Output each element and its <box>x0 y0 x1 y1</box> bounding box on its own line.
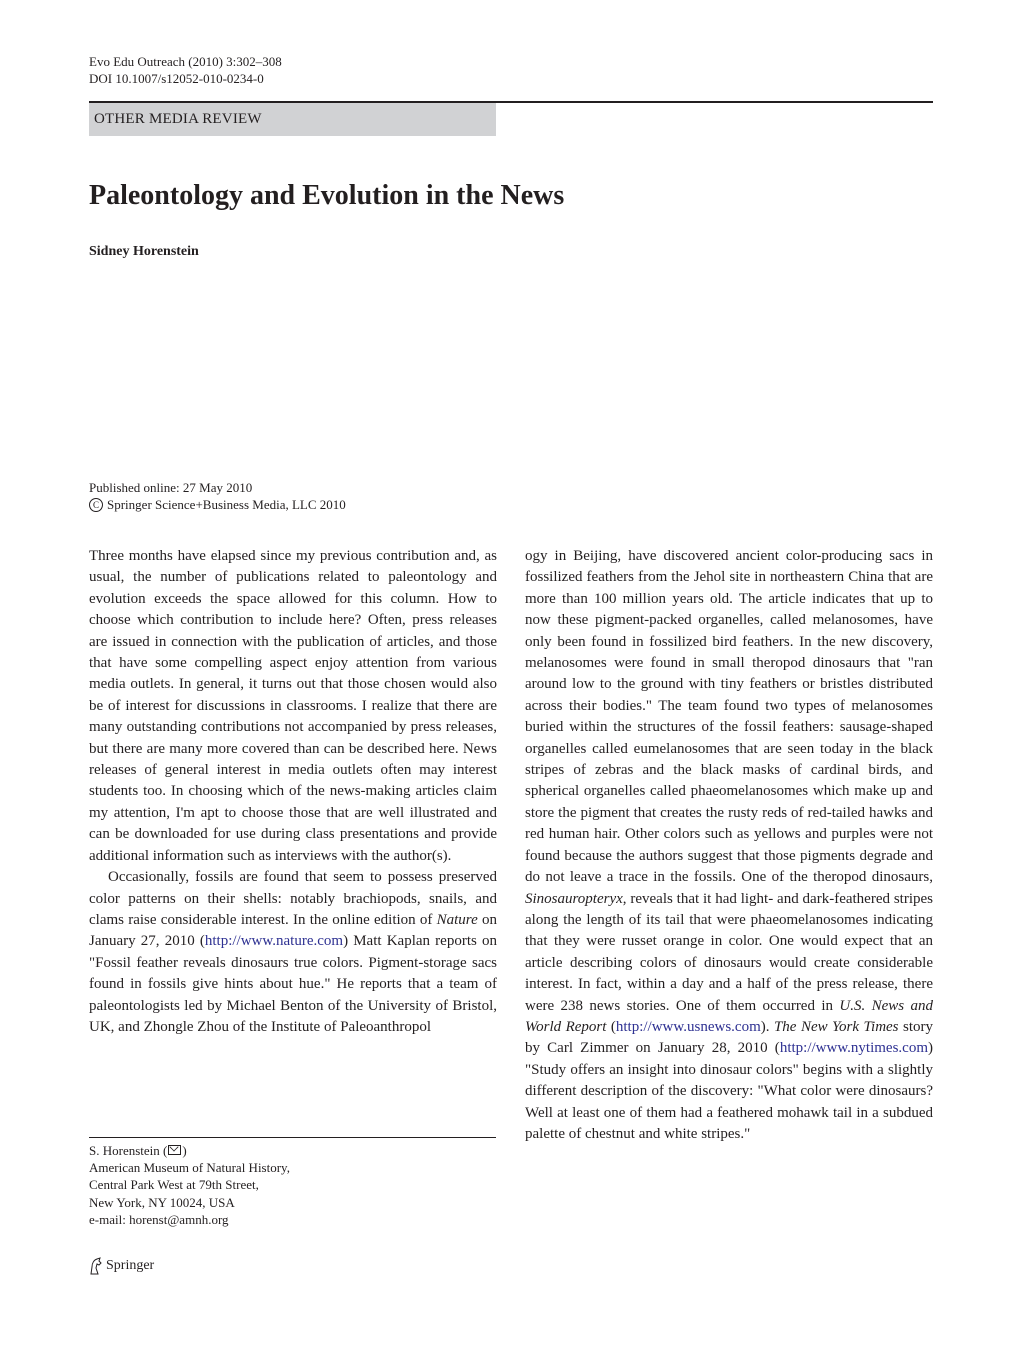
species-name: Sinosauropteryx <box>525 890 623 907</box>
article-title: Paleontology and Evolution in the News <box>89 180 565 211</box>
paragraph-1: Three months have elapsed since my previous contribution and, as usual, the number of publications related to paleontology and evolution exceeds the space allowed for this column. How to choose which contribution to include here? Often, press releases are issued in connection with the publication of articles, and those that have some compelling aspect enjoy attention from various media outlets. In general, it turns out that those chosen would also be of interest for discussions in classrooms. I realize that there are many outstanding contributions not accompanied by press releases, but there are many more covered than can be described here. News releases of general interest in media outlets often may interest students too. In choosing which of the news-making articles claim my attention, I'm apt to choose those that are well illustrated and can be downloaded for use during class presentations and provide additional information such as interviews with the author(s). <box>89 548 497 864</box>
email-envelope-icon <box>168 1145 181 1155</box>
nytimes-link[interactable]: http://www.nytimes.com <box>779 1040 928 1057</box>
affiliation-city: New York, NY 10024, USA <box>89 1194 235 1210</box>
section-banner <box>89 103 496 136</box>
footnote-rule <box>89 1137 496 1138</box>
author-affiliation <box>89 1142 290 1228</box>
copyright-text: Springer Science+Business Media, LLC 2010 <box>107 497 346 512</box>
publisher-footer <box>89 1257 154 1275</box>
journal-nature: Nature <box>436 911 478 928</box>
copyright-icon: C <box>89 498 103 512</box>
copyright-line <box>89 496 346 513</box>
journal-citation: Evo Edu Outreach (2010) 3:302–308 <box>89 54 282 69</box>
right-column <box>525 546 933 1145</box>
usnews-link[interactable]: http://www.usnews.com <box>615 1018 761 1035</box>
section-label: OTHER MEDIA REVIEW <box>94 111 262 127</box>
affiliation-street: Central Park West at 79th Street, <box>89 1177 259 1193</box>
affiliation-email[interactable]: e-mail: horenst@amnh.org <box>89 1211 229 1227</box>
usnews-title: U.S. News and World Report <box>525 997 933 1035</box>
affiliation-name: S. Horenstein ( ) <box>89 1143 187 1158</box>
doi: DOI 10.1007/s12052-010-0234-0 <box>89 71 264 86</box>
published-date: Published online: 27 May 2010 <box>89 480 253 495</box>
paragraph-2: Occasionally, fossils are found that seem to possess preserved color patterns on their shells: notably brachiopods, snails, and clams raise considerable interest. In the online edition of Nature on January 27, 2010 (http://www.nature.com) Matt Kaplan reports on "Fossil feather reveals dinosaurs true colors. Pigment-storage sacs found in fossils give hints about hue." He reports that a team of paleontologists led by Michael Benton of the University of Bristol, UK, and Zhongle Zhou of the Institute of Paleoanthropol <box>89 869 497 1035</box>
nyt-title: The New York Times <box>773 1018 899 1035</box>
nature-link[interactable]: http://www.nature.com <box>204 933 344 950</box>
springer-label: Springer <box>106 1258 155 1273</box>
paragraph-3: ogy in Beijing, have discovered ancient color-producing sacs in fossilized feathers from the Jehol site in northeastern China that are more than 100 million years old. The article indicates that up to now these pigment-packed organelles, called melanosomes, have only been found in fossilized bird feathers. In the new discovery, melanosomes were found in small theropod dinosaurs that "ran around low to the ground with tiny feathers or bristles distributed across their bodies." The team found two types of melanosomes buried within the structures of the fossil feathers: sausage-shaped organelles called eumelanosomes that are seen today in the black stripes of zebras and the black masks of cardinal birds, and spherical organelles called phaeomelanosomes which make up and store the pigment that creates the rusty reds of red-tailed hawks and red human hair. Other colors such as yellows and purples were not found because the authors suggest that those pigments degrade and do not leave a trace in the fossils. One of the theropod dinosaurs, Sinosauropteryx, reveals that it had light- and dark-feathered stripes along the length of its tail that were phaeomelanosomes indicating that they were russet orange in color. One would expect that an article describing colors of dinosaurs would create considerable interest. In fact, within a day and a half of the press release, there were 238 news stories. One of them occurred in U.S. News and World Report (http://www.usnews.com). The New York Times story by Carl Zimmer on January 28, 2010 (http://www.nytimes.com) "Study offers an insight into dinosaur colors" begins with a slightly different description of the discovery: "What color were dinosaurs? Well at least one of them had a feathered mohawk tail in a subdued palette of chestnut and white stripes." <box>525 548 934 1142</box>
springer-horse-icon <box>89 1257 103 1275</box>
author-name: Sidney Horenstein <box>89 244 199 259</box>
affiliation-institution: American Museum of Natural History, <box>89 1160 290 1176</box>
left-column <box>89 546 497 1038</box>
